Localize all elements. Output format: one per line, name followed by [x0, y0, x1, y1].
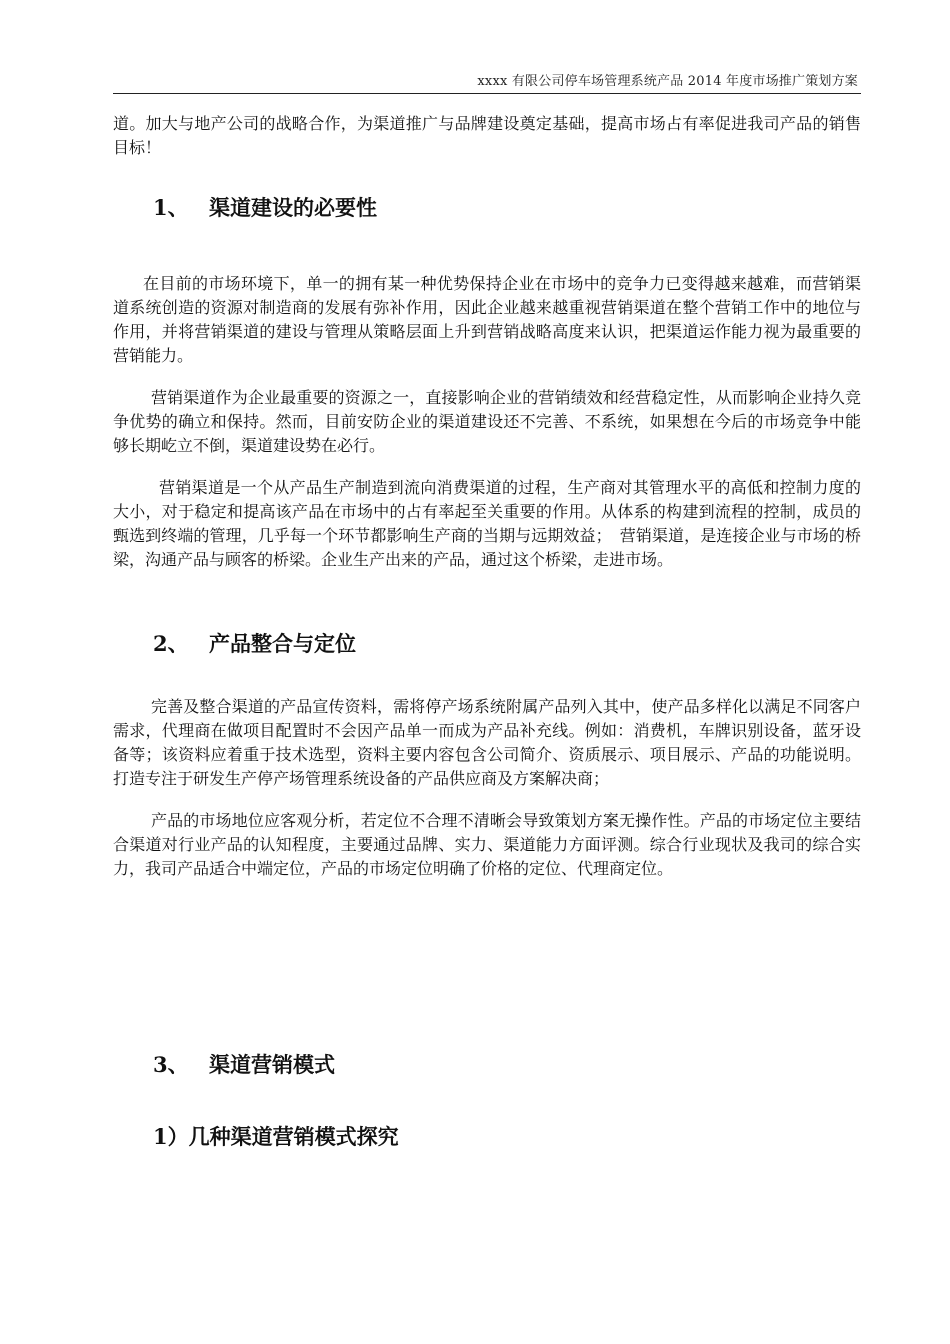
section-2-title: 产品整合与定位: [209, 631, 356, 656]
section-3-number: 3、: [153, 1052, 189, 1077]
section-3-subheading-1: [113, 1122, 861, 1152]
section-2-heading: [113, 629, 861, 659]
page-header: xxxx 有限公司停车场管理系统产品 2014 年度市场推广策划方案: [477, 74, 858, 89]
header-rule: [113, 93, 861, 94]
subheading-1-title: ）几种渠道营销模式探究: [167, 1124, 399, 1149]
section-1-title: 渠道建设的必要性: [209, 195, 377, 220]
section-1-paragraph-3: 营销渠道是一个从产品生产制造到流向消费渠道的过程，生产商对其管理水平的高低和控制力度的大小，对于稳定和提高该产品在市场中的占有率起至关重要的作用。从体系的构建到流程的控制，成员的甄选到终端的管理，几乎每一个环节都影响生产商的当期与远期效益； 营销渠道，是连接企业与市场的桥梁，沟通产品与顾客的桥梁。企业生产出来的产品，通过这个桥梁，走进市场。: [113, 478, 861, 569]
subheading-1-number: 1: [153, 1124, 168, 1149]
intro-paragraph: 道。加大与地产公司的战略合作，为渠道推广与品牌建设奠定基础，提高市场占有率促进我司产品的销售目标！: [113, 114, 861, 157]
section-1-paragraph-1: 在目前的市场环境下，单一的拥有某一种优势保持企业在市场中的竞争力已变得越来越难，而营销渠道系统创造的资源对制造商的发展有弥补作用，因此企业越来越重视营销渠道在整个营销工作中的地位与作用，并将营销渠道的建设与管理从策略层面上升到营销战略高度来认识，把渠道运作能力视为最重要的营销能力。: [113, 274, 861, 365]
section-3-title: 渠道营销模式: [209, 1052, 335, 1077]
section-1-number: 1、: [153, 195, 189, 220]
section-1-paragraph-2: 营销渠道作为企业最重要的资源之一，直接影响企业的营销绩效和经营稳定性，从而影响企业持久竞争优势的确立和保持。然而，目前安防企业的渠道建设还不完善、不系统，如果想在今后的市场竞争中能够长期屹立不倒，渠道建设势在必行。: [113, 388, 861, 455]
section-2-paragraph-2: 产品的市场地位应客观分析，若定位不合理不清晰会导致策划方案无操作性。产品的市场定位主要结合渠道对行业产品的认知程度，主要通过品牌、实力、渠道能力方面评测。综合行业现状及我司的综合实力，我司产品适合中端定位，产品的市场定位明确了价格的定位、代理商定位。: [113, 811, 861, 878]
document-body: [113, 112, 861, 1152]
section-3-heading: [113, 1050, 861, 1080]
section-1-heading: [113, 193, 861, 223]
section-2-number: 2、: [153, 631, 189, 656]
section-2-paragraph-1: 完善及整合渠道的产品宣传资料，需将停产场系统附属产品列入其中，使产品多样化以满足不同客户需求，代理商在做项目配置时不会因产品单一而成为产品补充线。例如：消费机，车牌识别设备，蓝牙设备等；该资料应着重于技术选型，资料主要内容包含公司简介、资质展示、项目展示、产品的功能说明。打造专注于研发生产停产场管理系统设备的产品供应商及方案解决商；: [113, 697, 861, 788]
